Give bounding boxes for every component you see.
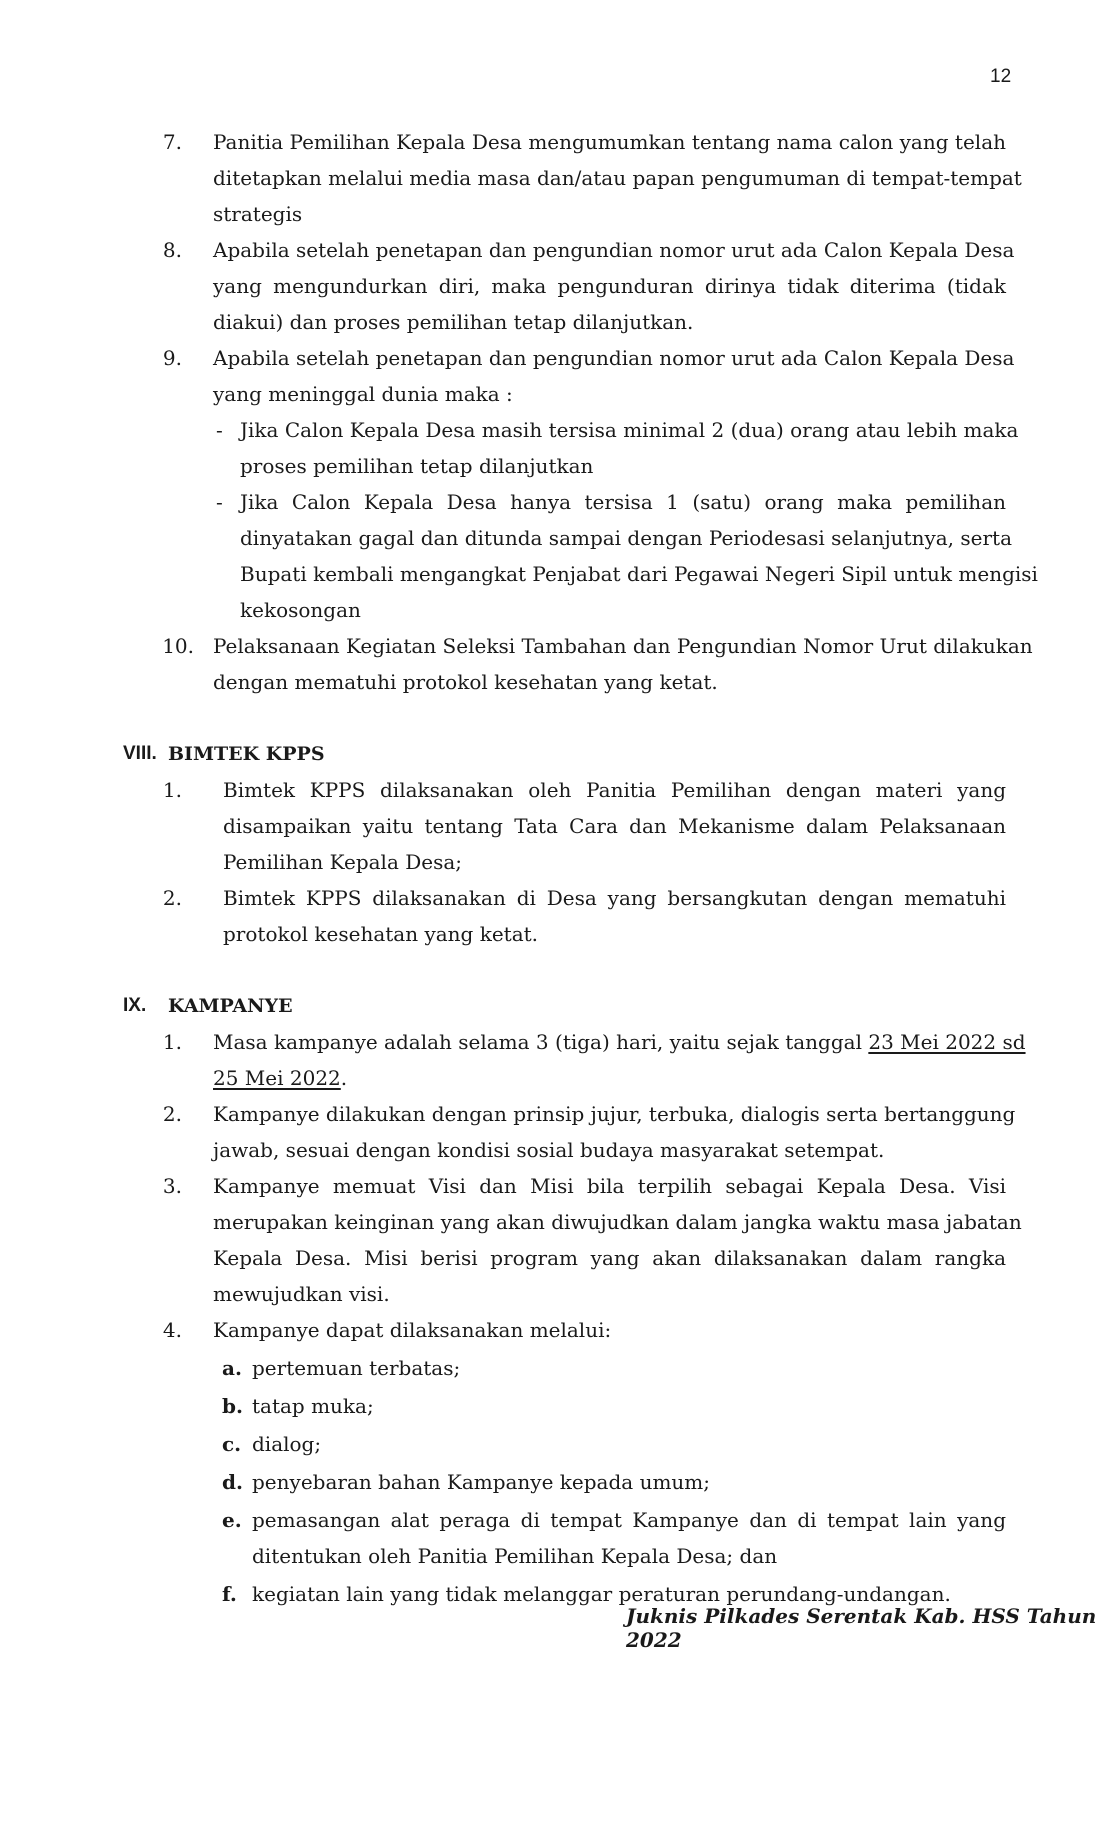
list-letter: c. (222, 1432, 242, 1456)
page-number: 12 (990, 66, 1012, 87)
text-run: Masa kampanye adalah selama 3 (tiga) hari, yaitu sejak tanggal (213, 1030, 869, 1054)
section-title: KAMPANYE (168, 995, 293, 1017)
list-letter: a. (222, 1356, 242, 1380)
list-number: 10. (162, 634, 194, 658)
list-letter: d. (222, 1470, 243, 1494)
paragraph-line: Kepala Desa. Misi berisi program yang akan dilaksanakan dalam rangka (213, 1246, 1006, 1270)
paragraph-line: dengan mematuhi protokol kesehatan yang ketat. (213, 670, 718, 694)
list-number: 4. (162, 1318, 182, 1342)
paragraph-line: jawab, sesuai dengan kondisi sosial budaya masyarakat setempat. (213, 1138, 885, 1162)
paragraph-line: Jika Calon Kepala Desa masih tersisa minimal 2 (dua) orang atau lebih maka (240, 418, 1019, 442)
paragraph-line: ditentukan oleh Panitia Pemilihan Kepala Desa; dan (252, 1544, 778, 1568)
paragraph-line: Bupati kembali mengangkat Penjabat dari Pegawai Negeri Sipil untuk mengisi (240, 562, 1038, 586)
paragraph-line: dinyatakan gagal dan ditunda sampai dengan Periodesasi selanjutnya, serta (240, 526, 1013, 550)
paragraph-line: Kampanye dilakukan dengan prinsip jujur, terbuka, dialogis serta bertanggung (213, 1102, 1016, 1126)
list-number: 2. (162, 886, 182, 910)
text-run: . (340, 1066, 348, 1090)
list-letter: f. (222, 1582, 237, 1606)
list-number: 2. (162, 1102, 182, 1126)
list-letter: e. (222, 1508, 242, 1532)
list-number: 8. (162, 238, 182, 262)
paragraph-line: mewujudkan visi. (213, 1282, 390, 1306)
section-numeral: IX. (123, 995, 147, 1016)
paragraph-line: strategis (213, 202, 303, 226)
paragraph-line: proses pemilihan tetap dilanjutkan (240, 454, 594, 478)
paragraph-line: dialog; (252, 1432, 322, 1456)
paragraph-line: Kampanye memuat Visi dan Misi bila terpilih sebagai Kepala Desa. Visi (213, 1174, 1006, 1198)
paragraph-line: tatap muka; (252, 1394, 374, 1418)
paragraph-line: pertemuan terbatas; (252, 1356, 461, 1380)
section-numeral: VIII. (123, 743, 157, 764)
paragraph-line: Pemilihan Kepala Desa; (223, 850, 463, 874)
underlined-date: 25 Mei 2022 (213, 1066, 341, 1090)
list-letter: b. (222, 1394, 243, 1418)
paragraph-line: pemasangan alat peraga di tempat Kampanye dan di tempat lain yang (252, 1508, 1006, 1532)
paragraph-line (213, 1060, 347, 1096)
list-number: 7. (162, 130, 182, 154)
paragraph-line (213, 1024, 1026, 1060)
paragraph-line: Bimtek KPPS dilaksanakan oleh Panitia Pemilihan dengan materi yang (223, 778, 1006, 802)
paragraph-line: merupakan keinginan yang akan diwujudkan dalam jangka waktu masa jabatan (213, 1210, 1022, 1234)
list-number: 1. (162, 1030, 182, 1054)
paragraph-line: ditetapkan melalui media masa dan/atau papan pengumuman di tempat-tempat (213, 166, 1022, 190)
document-footer: Juknis Pilkades Serentak Kab. HSS Tahun 2022 (626, 1604, 1097, 1652)
paragraph-line: yang meninggal dunia maka : (213, 382, 513, 406)
paragraph-line: Apabila setelah penetapan dan pengundian nomor urut ada Calon Kepala Desa (213, 346, 1015, 370)
paragraph-line: penyebaran bahan Kampanye kepada umum; (252, 1470, 710, 1494)
paragraph-line: kekosongan (240, 598, 361, 622)
paragraph-line: diakui) dan proses pemilihan tetap dilanjutkan. (213, 310, 694, 334)
paragraph-line: Pelaksanaan Kegiatan Seleksi Tambahan dan Pengundian Nomor Urut dilakukan (213, 634, 1033, 658)
list-number: 1. (162, 778, 182, 802)
paragraph-line: Kampanye dapat dilaksanakan melalui: (213, 1318, 612, 1342)
paragraph-line: yang mengundurkan diri, maka pengunduran dirinya tidak diterima (tidak (213, 274, 1006, 298)
paragraph-line: disampaikan yaitu tentang Tata Cara dan Mekanisme dalam Pelaksanaan (223, 814, 1006, 838)
list-dash: - (216, 418, 223, 442)
list-dash: - (216, 490, 223, 514)
paragraph-line: Apabila setelah penetapan dan pengundian nomor urut ada Calon Kepala Desa (213, 238, 1015, 262)
paragraph-line: Bimtek KPPS dilaksanakan di Desa yang bersangkutan dengan mematuhi (223, 886, 1006, 910)
list-number: 3. (162, 1174, 182, 1198)
section-title: BIMTEK KPPS (168, 743, 325, 765)
paragraph-line: kegiatan lain yang tidak melanggar peraturan perundang-undangan. (252, 1582, 951, 1606)
paragraph-line: Panitia Pemilihan Kepala Desa mengumumkan tentang nama calon yang telah (213, 130, 1006, 154)
list-number: 9. (162, 346, 182, 370)
paragraph-line: protokol kesehatan yang ketat. (223, 922, 539, 946)
underlined-date: 23 Mei 2022 sd (868, 1030, 1026, 1054)
paragraph-line: Jika Calon Kepala Desa hanya tersisa 1 (satu) orang maka pemilihan (240, 490, 1006, 514)
